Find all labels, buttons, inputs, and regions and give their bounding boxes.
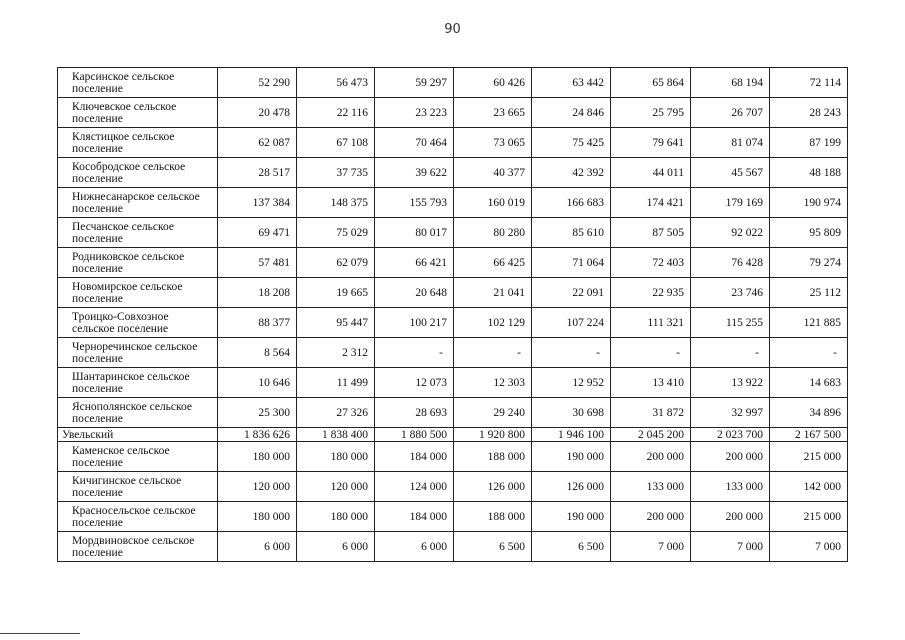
settlement-name-cell: Новомирское сельское поселение — [58, 278, 218, 308]
value-cell: 81 074 — [691, 128, 770, 158]
table-row — [58, 502, 848, 532]
value-cell: 72 114 — [770, 68, 848, 98]
value-cell: 79 641 — [611, 128, 691, 158]
settlement-name-cell: Карсинское сельское поселение — [58, 68, 218, 98]
value-cell: 87 505 — [611, 218, 691, 248]
value-cell: 65 864 — [611, 68, 691, 98]
value-cell: 71 064 — [532, 248, 611, 278]
value-cell: 1 880 500 — [375, 428, 454, 442]
value-cell: - — [532, 338, 611, 368]
settlement-name-cell: Яснополянское сельское поселение — [58, 398, 218, 428]
value-cell: 111 321 — [611, 308, 691, 338]
settlement-name-cell: Клястицкое сельское поселение — [58, 128, 218, 158]
value-cell: 76 428 — [691, 248, 770, 278]
value-cell: 188 000 — [454, 502, 532, 532]
value-cell: 6 000 — [297, 532, 375, 562]
value-cell: 72 403 — [611, 248, 691, 278]
value-cell: 1 838 400 — [297, 428, 375, 442]
value-cell: 26 707 — [691, 98, 770, 128]
table-row — [58, 442, 848, 472]
settlement-name-cell: Ключевское сельское поселение — [58, 98, 218, 128]
value-cell: 68 194 — [691, 68, 770, 98]
settlement-name-cell: Троицко-Совхозное сельское поселение — [58, 308, 218, 338]
value-cell: 13 410 — [611, 368, 691, 398]
value-cell: 62 079 — [297, 248, 375, 278]
value-cell: 56 473 — [297, 68, 375, 98]
value-cell: 73 065 — [454, 128, 532, 158]
value-cell: 133 000 — [691, 472, 770, 502]
settlement-name-cell: Кичигинское сельское поселение — [58, 472, 218, 502]
district-row — [58, 428, 848, 442]
value-cell: 80 017 — [375, 218, 454, 248]
value-cell: 45 567 — [691, 158, 770, 188]
value-cell: 180 000 — [297, 442, 375, 472]
value-cell: 85 610 — [532, 218, 611, 248]
value-cell: 12 303 — [454, 368, 532, 398]
value-cell: - — [770, 338, 848, 368]
value-cell: 12 073 — [375, 368, 454, 398]
value-cell: 121 885 — [770, 308, 848, 338]
district-name-cell: Увельский — [58, 428, 218, 442]
value-cell: - — [375, 338, 454, 368]
settlement-name-cell: Кособродское сельское поселение — [58, 158, 218, 188]
value-cell: 190 000 — [532, 442, 611, 472]
settlement-name-cell: Мордвиновское сельское поселение — [58, 532, 218, 562]
table-row — [58, 278, 848, 308]
value-cell: 1 920 800 — [454, 428, 532, 442]
value-cell: 10 646 — [218, 368, 297, 398]
value-cell: 22 935 — [611, 278, 691, 308]
value-cell: 95 447 — [297, 308, 375, 338]
value-cell: 23 665 — [454, 98, 532, 128]
value-cell: 28 243 — [770, 98, 848, 128]
value-cell: 180 000 — [297, 502, 375, 532]
value-cell: 6 500 — [454, 532, 532, 562]
value-cell: 174 421 — [611, 188, 691, 218]
value-cell: 52 290 — [218, 68, 297, 98]
value-cell: 179 169 — [691, 188, 770, 218]
value-cell: 184 000 — [375, 442, 454, 472]
value-cell: 2 023 700 — [691, 428, 770, 442]
value-cell: 188 000 — [454, 442, 532, 472]
table-row — [58, 398, 848, 428]
value-cell: 28 517 — [218, 158, 297, 188]
value-cell: 28 693 — [375, 398, 454, 428]
value-cell: 102 129 — [454, 308, 532, 338]
value-cell: 70 464 — [375, 128, 454, 158]
value-cell: 1 836 626 — [218, 428, 297, 442]
page-number: 90 — [444, 22, 461, 37]
value-cell: 87 199 — [770, 128, 848, 158]
value-cell: 2 167 500 — [770, 428, 848, 442]
value-cell: 124 000 — [375, 472, 454, 502]
value-cell: 166 683 — [532, 188, 611, 218]
value-cell: 67 108 — [297, 128, 375, 158]
value-cell: 37 735 — [297, 158, 375, 188]
value-cell: 42 392 — [532, 158, 611, 188]
value-cell: 6 500 — [532, 532, 611, 562]
settlement-name-cell: Песчанское сельское поселение — [58, 218, 218, 248]
settlement-name-cell: Красносельское сельское поселение — [58, 502, 218, 532]
value-cell: 30 698 — [532, 398, 611, 428]
value-cell: 25 795 — [611, 98, 691, 128]
budget-table — [57, 67, 848, 562]
table-row — [58, 338, 848, 368]
value-cell: 8 564 — [218, 338, 297, 368]
value-cell: 200 000 — [691, 442, 770, 472]
value-cell: 120 000 — [218, 472, 297, 502]
value-cell: 20 478 — [218, 98, 297, 128]
value-cell: 21 041 — [454, 278, 532, 308]
value-cell: 25 112 — [770, 278, 848, 308]
value-cell: 126 000 — [454, 472, 532, 502]
value-cell: 32 997 — [691, 398, 770, 428]
table-row — [58, 218, 848, 248]
value-cell: 23 746 — [691, 278, 770, 308]
value-cell: 34 896 — [770, 398, 848, 428]
value-cell: 190 000 — [532, 502, 611, 532]
value-cell: 23 223 — [375, 98, 454, 128]
table-row — [58, 472, 848, 502]
value-cell: 60 426 — [454, 68, 532, 98]
settlement-name-cell: Шантаринское сельское поселение — [58, 368, 218, 398]
value-cell: 7 000 — [691, 532, 770, 562]
value-cell: - — [691, 338, 770, 368]
value-cell: 200 000 — [691, 502, 770, 532]
value-cell: 31 872 — [611, 398, 691, 428]
value-cell: 215 000 — [770, 502, 848, 532]
value-cell: 27 326 — [297, 398, 375, 428]
value-cell: 29 240 — [454, 398, 532, 428]
value-cell: 39 622 — [375, 158, 454, 188]
table-row — [58, 248, 848, 278]
value-cell: 57 481 — [218, 248, 297, 278]
value-cell: 75 029 — [297, 218, 375, 248]
footer-divider — [0, 633, 80, 634]
value-cell: 7 000 — [770, 532, 848, 562]
settlement-name-cell: Родниковское сельское поселение — [58, 248, 218, 278]
settlement-name-cell: Нижнесанарское сельское поселение — [58, 188, 218, 218]
value-cell: 180 000 — [218, 502, 297, 532]
table-row — [58, 68, 848, 98]
value-cell: 18 208 — [218, 278, 297, 308]
value-cell: - — [611, 338, 691, 368]
value-cell: 184 000 — [375, 502, 454, 532]
value-cell: 107 224 — [532, 308, 611, 338]
value-cell: 160 019 — [454, 188, 532, 218]
value-cell: 59 297 — [375, 68, 454, 98]
value-cell: 75 425 — [532, 128, 611, 158]
value-cell: 2 045 200 — [611, 428, 691, 442]
value-cell: 13 922 — [691, 368, 770, 398]
value-cell: 142 000 — [770, 472, 848, 502]
table-body — [58, 68, 848, 562]
table-row — [58, 158, 848, 188]
value-cell: 80 280 — [454, 218, 532, 248]
value-cell: 66 425 — [454, 248, 532, 278]
value-cell: 92 022 — [691, 218, 770, 248]
value-cell: 14 683 — [770, 368, 848, 398]
value-cell: 24 846 — [532, 98, 611, 128]
value-cell: 190 974 — [770, 188, 848, 218]
value-cell: 100 217 — [375, 308, 454, 338]
settlement-name-cell: Каменское сельское поселение — [58, 442, 218, 472]
value-cell: - — [454, 338, 532, 368]
value-cell: 48 188 — [770, 158, 848, 188]
value-cell: 115 255 — [691, 308, 770, 338]
settlement-name-cell: Черноречинское сельское поселение — [58, 338, 218, 368]
table-row — [58, 188, 848, 218]
value-cell: 126 000 — [532, 472, 611, 502]
value-cell: 6 000 — [375, 532, 454, 562]
value-cell: 137 384 — [218, 188, 297, 218]
table-row — [58, 368, 848, 398]
value-cell: 66 421 — [375, 248, 454, 278]
table-row — [58, 532, 848, 562]
value-cell: 1 946 100 — [532, 428, 611, 442]
value-cell: 200 000 — [611, 442, 691, 472]
table-row — [58, 98, 848, 128]
value-cell: 12 952 — [532, 368, 611, 398]
value-cell: 6 000 — [218, 532, 297, 562]
value-cell: 79 274 — [770, 248, 848, 278]
value-cell: 133 000 — [611, 472, 691, 502]
value-cell: 40 377 — [454, 158, 532, 188]
value-cell: 69 471 — [218, 218, 297, 248]
value-cell: 22 091 — [532, 278, 611, 308]
value-cell: 148 375 — [297, 188, 375, 218]
value-cell: 215 000 — [770, 442, 848, 472]
value-cell: 180 000 — [218, 442, 297, 472]
table-row — [58, 128, 848, 158]
value-cell: 120 000 — [297, 472, 375, 502]
value-cell: 11 499 — [297, 368, 375, 398]
value-cell: 200 000 — [611, 502, 691, 532]
value-cell: 7 000 — [611, 532, 691, 562]
value-cell: 25 300 — [218, 398, 297, 428]
table-row — [58, 308, 848, 338]
value-cell: 62 087 — [218, 128, 297, 158]
value-cell: 88 377 — [218, 308, 297, 338]
value-cell: 22 116 — [297, 98, 375, 128]
value-cell: 95 809 — [770, 218, 848, 248]
value-cell: 2 312 — [297, 338, 375, 368]
value-cell: 19 665 — [297, 278, 375, 308]
value-cell: 63 442 — [532, 68, 611, 98]
value-cell: 44 011 — [611, 158, 691, 188]
value-cell: 155 793 — [375, 188, 454, 218]
value-cell: 20 648 — [375, 278, 454, 308]
